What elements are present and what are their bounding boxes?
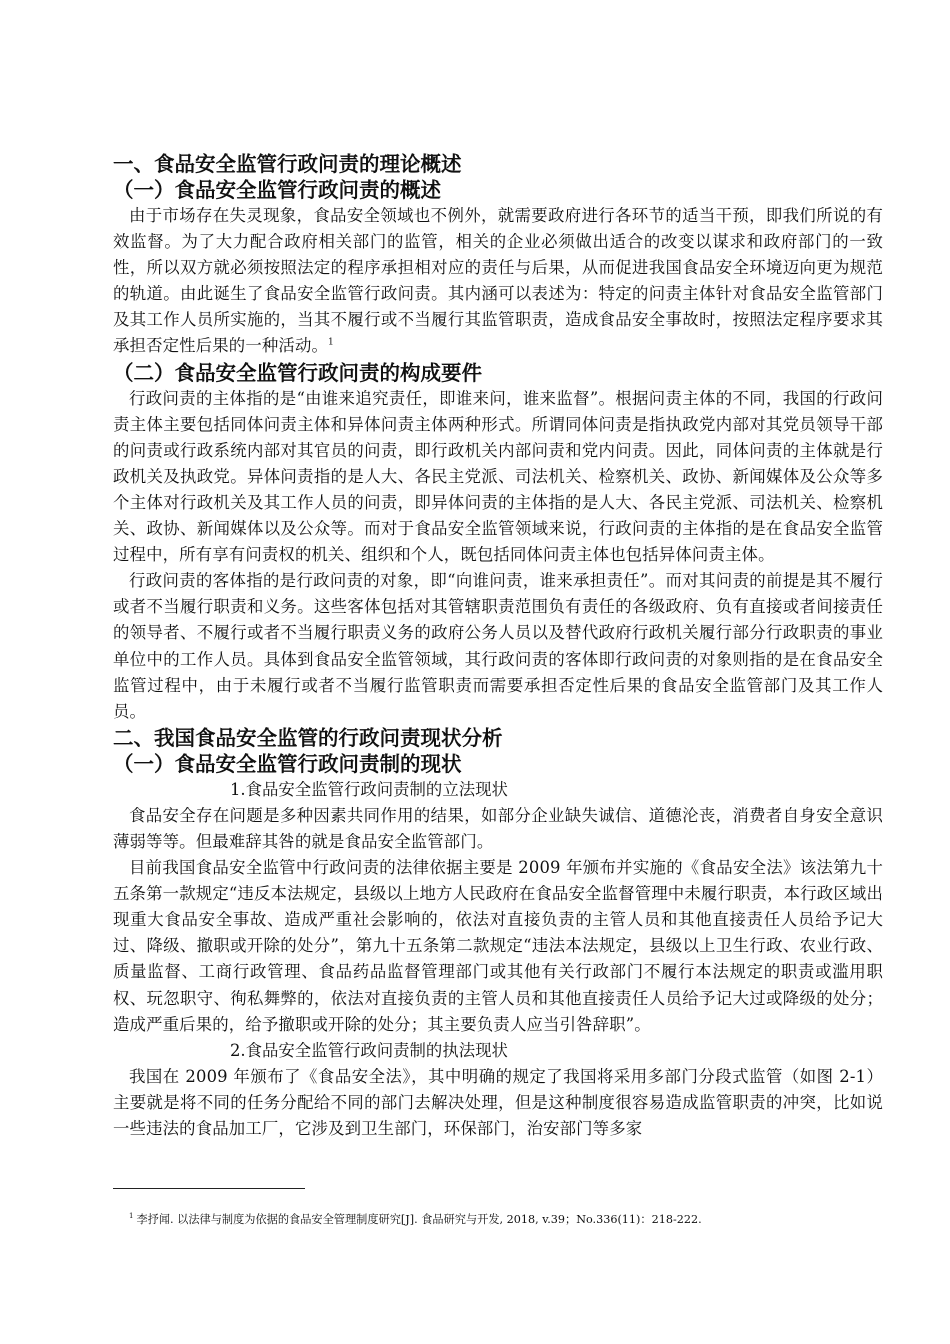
paragraph-4: 食品安全存在问题是多种因素共同作用的结果，如部分企业缺失诚信、道德沦丧，消费者自身安全意识薄弱等等。但最难辞其咎的就是食品安全监管部门。	[113, 805, 883, 851]
heading-subsection-1-2: （二）食品安全监管行政问责的构成要件	[113, 360, 482, 385]
paragraph-3: 行政问责的客体指的是行政问责的对象，即“向谁问责，谁来承担责任”。而对其问责的前提是其不履行或者不当履行职责和义务。这些客体包括对其管辖职责范围负有责任的各级政府、负有直接或者间接责任的领导者、不履行或者不当履行职责义务的政府公务人员以及替代政府行政机关履行部分行政职责的事业单位中的工作人员。具体到食品安全监管领域，其行政问责的客体即行政问责的对象则指的是在食品安全监管过程中，由于未履行或者不当履行监管职责而需要承担否定性后果的食品安全监管部门及其工作人员。	[113, 571, 883, 721]
heading-section-2: 二、我国食品安全监管的行政问责现状分析	[113, 725, 503, 750]
heading-subsection-2-1: （一）食品安全监管行政问责制的现状	[113, 751, 462, 776]
paragraph-5: 目前我国食品安全监管中行政问责的法律依据主要是 2009 年颁布并实施的《食品安全法》该法第九十五条第一款规定“违反本法规定，县级以上地方人民政府在食品安全监督管理中未履行职责，本行政区域出现重大食品安全事故、造成严重社会影响的，依法对直接负责的主管人员和其他直接责任人员给予记大过、降级、撤职或开除的处分”，第九十五条第二款规定“违法本法规定，县级以上卫生行政、农业行政、质量监督、工商行政管理、食品药品监督管理部门或其他有关行政部门不履行本法规定的职责或滥用职权、玩忽职守、徇私舞弊的，依法对直接负责的主管人员和其他直接责任人员给予记大过或降级的处分；造成严重后果的，给予撤职或开除的处分；其主要负责人应当引咎辞职”。	[113, 858, 883, 1034]
paragraph-1	[113, 203, 883, 360]
heading-section-1: 一、食品安全监管行政问责的理论概述	[113, 152, 462, 176]
footnote-marker: 1	[129, 1212, 134, 1221]
footnote-separator	[113, 1188, 305, 1189]
footnote-ref[interactable]: 1	[328, 338, 334, 348]
paragraph-2: 行政问责的主体指的是“由谁来追究责任，即谁来问，谁来监督”。根据问责主体的不同，我国的行政问责主体主要包括同体问责主体和异体问责主体两种形式。所谓同体问责是指执政党内部对其党员领导干部的问责或行政系统内部对其官员的问责，即行政机关内部问责和党内问责。因此，同体问责的主体就是行政机关及执政党。异体问责指的是人大、各民主党派、司法机关、检察机关、政协、新闻媒体及公众等多个主体对行政机关及其工作人员的问责，即异体问责的主体指的是人大、各民主党派、司法机关、检察机关、政协、新闻媒体以及公众等。而对于食品安全监管领域来说，行政问责的主体指的是在食品安全监管过程中，所有享有问责权的机关、组织和个人，既包括同体问责主体也包括异体问责主体。	[113, 388, 883, 565]
footnote	[129, 1212, 702, 1228]
subheading-2-1-2: 2.食品安全监管行政问责制的执法现状	[230, 1040, 508, 1060]
paragraph-1-text: 由于市场存在失灵现象，食品安全领域也不例外，就需要政府进行各环节的适当干预，即我们所说的有效监督。为了大力配合政府相关部门的监管，相关的企业必须做出适合的改变以谋求和政府部门的一致性，所以双方就必须按照法定的程序承担相对应的责任与后果，从而促进我国食品安全环境迈向更为规范的轨道。由此诞生了食品安全监管行政问责。其内涵可以表述为：特定的问责主体针对食品安全监管部门及其工作人员所实施的，当其不履行或不当履行其监管职责，造成食品安全事故时，按照法定程序要求其承担否定性后果的一种活动。	[113, 206, 883, 356]
footnote-text: 李抒闻. 以法律与制度为依据的食品安全管理制度研究[J]. 食品研究与开发, 2018, v.39；No.336(11)：218-222.	[136, 1213, 702, 1226]
document-body	[113, 151, 883, 1142]
paragraph-6: 我国在 2009 年颁布了《食品安全法》，其中明确的规定了我国将采用多部门分段式监管（如图 2-1）主要就是将不同的任务分配给不同的部门去解决处理，但是这种制度很容易造成监管职责的冲突，比如说一些违法的食品加工厂，它涉及到卫生部门，环保部门，治安部门等多家	[113, 1066, 883, 1138]
subheading-2-1-1: 1.食品安全监管行政问责制的立法现状	[230, 779, 508, 799]
heading-subsection-1-1: （一）食品安全监管行政问责的概述	[113, 178, 441, 202]
